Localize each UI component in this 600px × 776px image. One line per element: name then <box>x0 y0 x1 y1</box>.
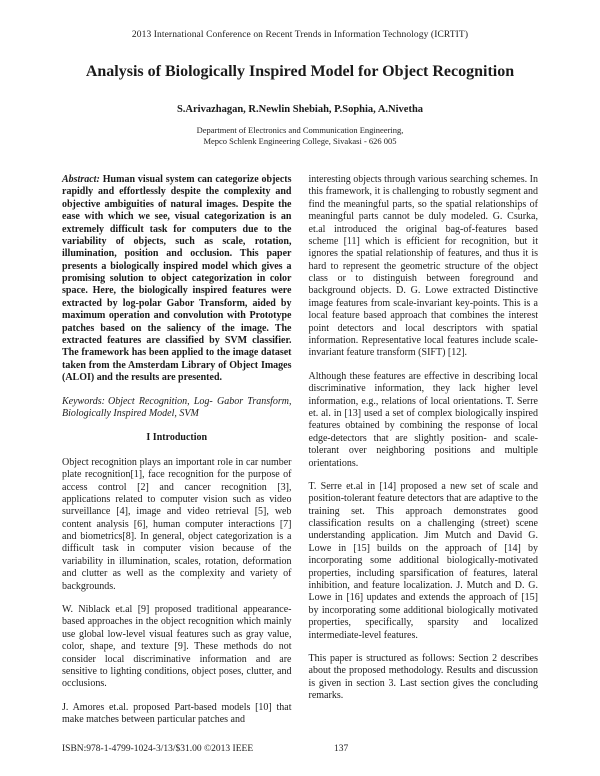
keywords-text: Object Recognition, Log- Gabor Transform, Biologically Inspired Model, SVM <box>62 395 292 419</box>
keywords-label: Keywords: <box>62 395 105 407</box>
page-number: 137 <box>334 744 349 754</box>
section-heading-introduction: I Introduction <box>146 432 208 444</box>
body-paragraph: J. Amores et.al. proposed Part-based models [10] that make matches between particular patches and <box>62 701 292 726</box>
body-paragraph: interesting objects through various searching schemes. In this framework, it is challenging to robustly segment and find the meaningful parts, so the spatial relationships of meaningful parts cannot be duly modeled. G. Csurka, et.al introduced the original bag-of-features based scheme [11] which is efficient for recognition, but it ignores the spatial relationship of features, and thus it is hard to represent the geometric structure of the object class or to distinguish between foreground and background objects. D. G. Lowe extracted Distinctive image features from scale-invariant key-points. This is a local feature based approach that combines the interest point detectors and local descriptors with spatial information. Representative local features include scale-invariant feature transform (SIFT) [12]. <box>308 173 538 359</box>
body-paragraph: Although these features are effective in describing local discriminative information, they lack higher level information, e.g., relations of local orientations. T. Serre et. al. in [13] used a set of complex biologically inspired features obtained by combining the response of local edge-detectors that are slightly position- and scale-tolerant over neighboring positions and multiple orientations. <box>308 370 538 469</box>
body-paragraph: W. Niblack et.al [9] proposed traditional appearance-based approaches in the object recognition which mainly use global low-level visual features such as gray value, color, shape, and texture [9]. These methods do not consider local discriminative information and are sensitive to lighting conditions, object poses, clutter, and occlusions. <box>62 604 292 690</box>
authors-line: S.Arivazhagan, R.Newlin Shebiah, P.Sophia, A.Nivetha <box>176 104 424 115</box>
affiliation-block <box>62 125 538 148</box>
abstract-paragraph <box>62 174 292 385</box>
two-column-body <box>62 174 538 738</box>
isbn-copyright: ISBN:978-1-4799-1024-3/13/$31.00 ©2013 IEEE <box>62 744 254 754</box>
abstract-text: Human visual system can categorize objects rapidly and effortlessly despite the complexity and objective ambiguities of natural images. Despite the ease with which we see, visual categorization is an extremely difficult task for computers due to the variability of objects, such as scale, rotation, illumination, position and occlusion. This paper presents a biologically inspired model which gives a promising solution to object categorization in color space. Here, the biologically inspired features were extracted by log-polar Gabor Transform, aided by maximum operation and convolution with Prototype patches based on the saliency of the image. The extracted features are classified by SVM classifier. The framework has been applied to the image dataset taken from the Amsterdam Library of Object Images (ALOI) and the results are presented. <box>62 173 292 384</box>
abstract-label: Abstract: <box>62 173 100 185</box>
body-paragraph: T. Serre et.al in [14] proposed a new set of scale and position-tolerant feature detectors that are adaptive to the training set. This approach demonstrates good classification results on a challenging (street) scene understanding application. Jim Mutch and David G. Lowe in [15] builds on the approach of [14] by incorporating some additional biologically-motivated properties, including sparsification of features, lateral inhibition, and feature localization. J. Mutch and D. G. Lowe in [16] updates and extends the approach of [15] by incorporating some additional biologically motivated properties, specifically, sparsity and localized intermediate-level features. <box>308 480 538 641</box>
keywords-paragraph <box>62 396 292 421</box>
affiliation-line-2: Mepco Schlenk Engineering College, Sivakasi - 626 005 <box>203 136 397 147</box>
body-paragraph: This paper is structured as follows: Section 2 describes about the proposed methodology. Results and discussion is given in section 3. Last section gives the concluding remarks. <box>308 653 538 702</box>
page-footer <box>62 744 538 754</box>
left-column <box>62 174 292 738</box>
conference-header: 2013 International Conference on Recent Trends in Information Technology (ICRTIT) <box>131 30 469 40</box>
paper-title: Analysis of Biologically Inspired Model for Object Recognition <box>85 63 515 80</box>
right-column <box>309 174 539 738</box>
affiliation-line-1: Department of Electronics and Communication Engineering, <box>196 125 404 135</box>
body-paragraph: Object recognition plays an important role in car number plate recognition[1], face recognition for the purpose of access control [2] and cancer recognition [3], applications related to computer vision such as video surveillance [4], image and video retrieval [5], web content analysis [6], human computer interactions [7] and biometrics[8]. In general, object categorization is a difficult task in computer vision because of the variability in illumination, scales, rotation, deformation and clutter as well as the complexity and variety of backgrounds. <box>62 456 292 592</box>
